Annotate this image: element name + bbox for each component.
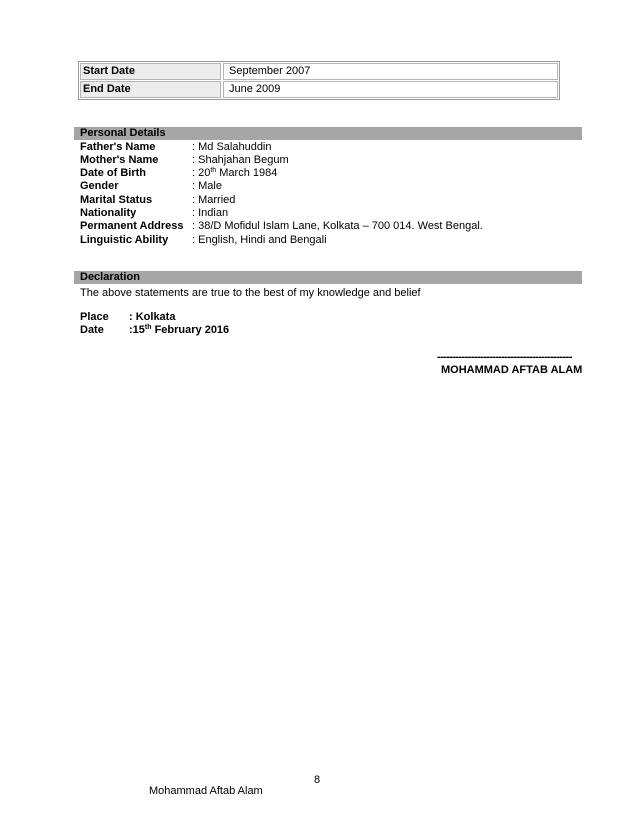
declaration-text: The above statements are true to the best of my knowledge and belief [80, 287, 421, 299]
place-label: Place [80, 311, 109, 323]
start-date-label: Start Date [80, 63, 221, 80]
fathers-name-value: : Md Salahuddin [192, 141, 272, 153]
date-value: :15th February 2016 [129, 324, 230, 336]
permanent-address-label: Permanent Address [80, 220, 184, 232]
employment-dates-table [78, 61, 560, 100]
footer-author: Mohammad Aftab Alam [149, 785, 263, 797]
linguistic-ability-label: Linguistic Ability [80, 234, 169, 246]
marital-status-label: Marital Status [80, 194, 153, 206]
declaration-heading: Declaration [74, 271, 582, 284]
mothers-name-label: Mother's Name [80, 154, 159, 166]
personal-details-heading: Personal Details [74, 127, 582, 140]
date-label: Date [80, 324, 104, 336]
gender-value: : Male [192, 180, 222, 192]
table-row [80, 81, 558, 98]
end-date-value: June 2009 [223, 81, 558, 98]
mothers-name-value: : Shahjahan Begum [192, 154, 289, 166]
fathers-name-label: Father's Name [80, 141, 156, 153]
permanent-address-value: : 38/D Mofidul Islam Lane, Kolkata – 700 014. West Bengal. [192, 220, 483, 232]
signatory-name: MOHAMMAD AFTAB ALAM [441, 364, 583, 376]
date-of-birth-value: : 20th March 1984 [192, 167, 278, 179]
marital-status-value: : Married [192, 194, 236, 206]
signature-line: -------------------------------------------- [437, 351, 572, 363]
start-date-value: September 2007 [223, 63, 558, 80]
end-date-label: End Date [80, 81, 221, 98]
date-of-birth-label: Date of Birth [80, 167, 146, 179]
nationality-label: Nationality [80, 207, 137, 219]
gender-label: Gender [80, 180, 119, 192]
page-number: 8 [314, 774, 321, 786]
table-row [80, 63, 558, 80]
nationality-value: : Indian [192, 207, 229, 219]
linguistic-ability-value: : English, Hindi and Bengali [192, 234, 327, 246]
place-value: : Kolkata [129, 311, 176, 323]
